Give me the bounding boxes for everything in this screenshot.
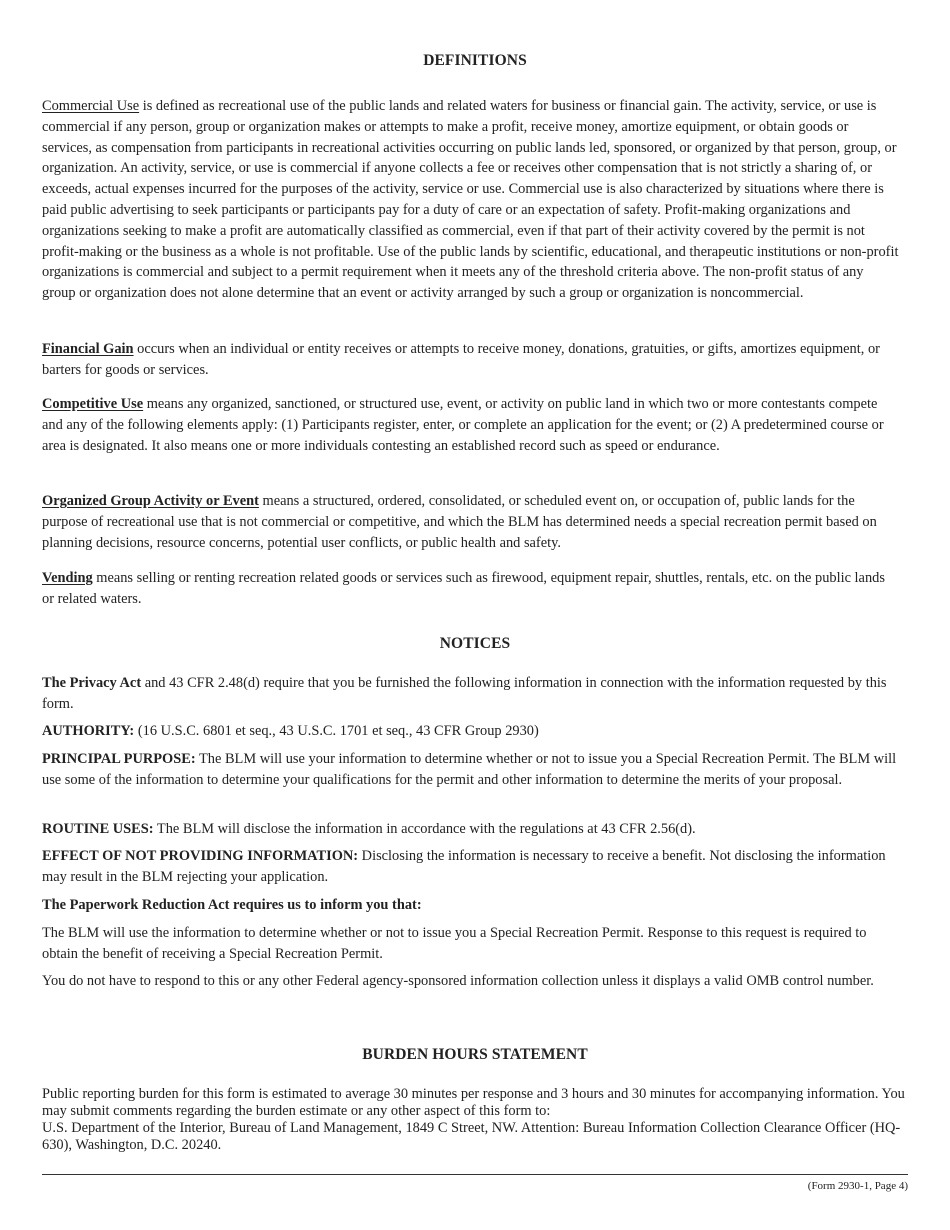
notice-text: Disclosing the information is necessary to receive a benefit. Not disclosing the information may result in the BLM rejecting your application. bbox=[42, 848, 886, 885]
paperwork-paragraph-2: You do not have to respond to this or any other Federal agency-sponsored information collection unless it displays a valid OMB control number. bbox=[42, 973, 874, 989]
notice-authority bbox=[42, 721, 900, 742]
term-financial-gain: Financial Gain bbox=[42, 341, 134, 357]
definition-vending bbox=[42, 568, 900, 610]
notice-text: (16 U.S.C. 6801 et seq., 43 U.S.C. 1701 et seq., 43 CFR Group 2930) bbox=[134, 723, 539, 739]
paperwork-paragraph-1: The BLM will use the information to determine whether or not to issue you a Special Recreation Permit. Response to this request is required to obtain the benefit of receiving a Special Recreation Permit. bbox=[42, 925, 867, 962]
notice-lead: The Privacy Act bbox=[42, 675, 142, 691]
notice-lead: AUTHORITY: bbox=[42, 723, 135, 739]
notice-routine-uses bbox=[42, 819, 900, 840]
definition-organized-group bbox=[42, 491, 900, 553]
burden-address: U.S. Department of the Interior, Bureau of Land Management, 1849 C Street, NW. Attention: Bureau Information Collection Clearance Officer (HQ-630), Washington, D.C. 20240. bbox=[42, 1120, 901, 1153]
burden-text: Public reporting burden for this form is estimated to average 30 minutes per response and 3 hours and 30 minutes for accompanying information. You may submit comments regarding the burden estimate or any other aspect of this form to: bbox=[42, 1086, 905, 1119]
definition-text: occurs when an individual or entity receives or attempts to receive money, donations, gratuities, or gifts, amortizes equipment, or barters for goods or services. bbox=[42, 341, 880, 378]
term-commercial-use: Commercial Use bbox=[42, 98, 140, 114]
definition-text: means any organized, sanctioned, or structured use, event, or activity on public land in which two or more contestants compete and any of the following elements apply: (1) Participants register, enter, or complete an application for the event; or (2) A predetermined course or area is designated. It also means one or more individuals contesting an established record such as speed or endurance. bbox=[42, 396, 884, 454]
burden-heading: BURDEN HOURS STATEMENT bbox=[362, 1046, 588, 1063]
notice-text: and 43 CFR 2.48(d) require that you be furnished the following information in connection with the information requested by this form. bbox=[42, 675, 887, 712]
notice-privacy-act bbox=[42, 673, 900, 715]
term-organized-group: Organized Group Activity or Event bbox=[42, 493, 259, 509]
definition-competitive-use bbox=[42, 394, 900, 456]
definition-text: is defined as recreational use of the public lands and related waters for business or financial gain. The activity, service, or use is commercial if any person, group or organization makes or attempts to make a profit, receive money, amortize equipment, or obtain goods or services, as compensation from participants in recreational activities occurring on public lands led, sponsored, or organized by that person, group, or organization. An activity, service, or use is commercial if anyone collects a fee or receives other compensation that is not strictly a sharing of, or exceeds, actual expenses incurred for the purposes of the activity, service or use. Commercial use is also characterized by situations where there is paid public advertising to seek participants or participants pay for a duty of care or an expectation of safety. Profit-making organizations and organizations seeking to make a profit are automatically classified as commercial, even if that part of their activity covered by the permit is not profit-making or the business as a whole is not profitable. Use of the public lands by scientific, educational, and therapeutic institutions or non-profit organizations is commercial and subject to a permit requirement when it meets any of the threshold criteria above. The non-profit status of any group or organization does not alone determine that an event or activity arranged by such a group or organization is noncommercial. bbox=[42, 98, 899, 302]
notice-text: The BLM will use your information to determine whether or not to issue you a Special Recreation Permit. The BLM will use some of the information to determine your qualifications for the permit and other information to determine the merits of your proposal. bbox=[42, 751, 897, 788]
notice-lead: ROUTINE USES: bbox=[42, 821, 154, 837]
notice-principal-purpose bbox=[42, 749, 900, 791]
form-page-label: (Form 2930-1, Page 4) bbox=[807, 1180, 908, 1192]
paperwork-heading: The Paperwork Reduction Act requires us to inform you that: bbox=[42, 897, 422, 913]
notice-text: The BLM will disclose the information in accordance with the regulations at 43 CFR 2.56(d). bbox=[153, 821, 696, 837]
notices-heading: NOTICES bbox=[439, 635, 511, 652]
term-competitive-use: Competitive Use bbox=[42, 396, 144, 412]
definitions-heading: DEFINITIONS bbox=[423, 52, 527, 69]
notice-effect bbox=[42, 846, 900, 888]
term-vending: Vending bbox=[42, 570, 93, 586]
definition-financial-gain bbox=[42, 339, 900, 381]
definition-text: means selling or renting recreation related goods or services such as firewood, equipment repair, shuttles, rentals, etc. on the public lands or related waters. bbox=[42, 570, 885, 607]
definition-text: means a structured, ordered, consolidated, or scheduled event on, or occupation of, public lands for the purpose of recreational use that is not commercial or competitive, and which the BLM has determined needs a special recreation permit based on planning decisions, resource concerns, potential user conflicts, or public health and safety. bbox=[42, 493, 877, 551]
notice-lead: EFFECT OF NOT PROVIDING INFORMATION: bbox=[42, 848, 359, 864]
notice-lead: PRINCIPAL PURPOSE: bbox=[42, 751, 196, 767]
footer-divider bbox=[42, 1174, 908, 1175]
definition-commercial-use bbox=[42, 96, 900, 304]
